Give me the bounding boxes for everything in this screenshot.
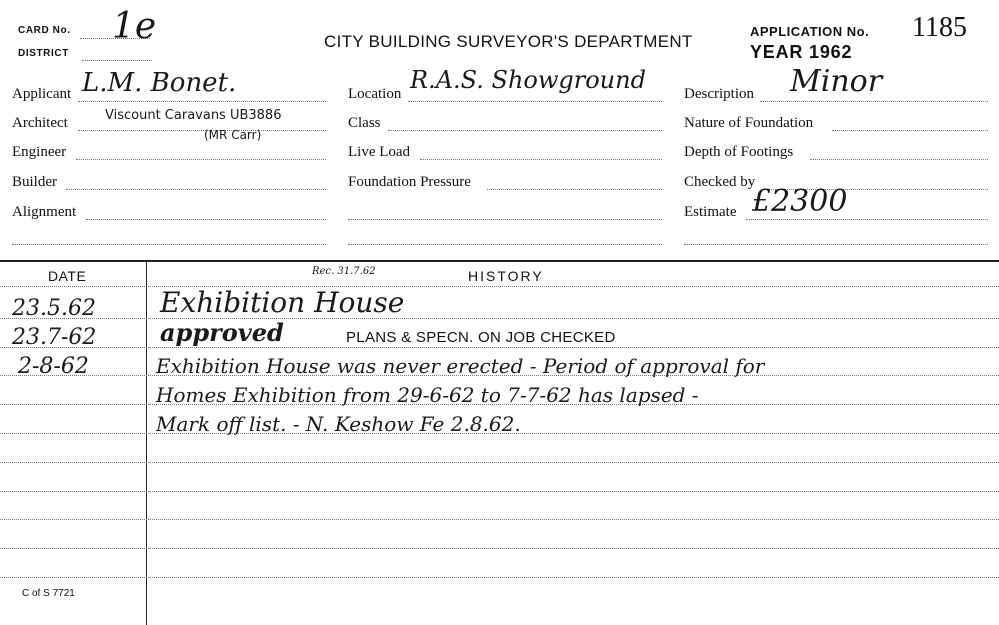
history-entry: approved	[160, 318, 284, 347]
history-rule	[0, 318, 999, 319]
foundation-pressure-label: Foundation Pressure	[348, 174, 471, 190]
applicant-label: Applicant	[12, 86, 72, 102]
district-line	[82, 60, 152, 61]
location-line	[408, 101, 662, 102]
history-date: 23.5.62	[12, 296, 96, 321]
middle-blank-line-2	[348, 244, 662, 245]
description-label: Description	[684, 86, 754, 102]
engineer-label: Engineer	[12, 144, 67, 160]
right-blank-line	[684, 244, 988, 245]
history-rule	[0, 347, 999, 348]
history-rule	[0, 491, 999, 492]
history-top-rule	[0, 260, 999, 262]
description-value: Minor	[790, 64, 883, 99]
depth-line	[810, 159, 988, 160]
estimate-value: £2300	[752, 184, 848, 219]
live-load-label: Live Load	[348, 144, 411, 160]
alignment-line	[86, 219, 326, 220]
middle-blank-line	[348, 219, 662, 220]
alignment-line-2	[12, 244, 326, 245]
history-header: HISTORY	[468, 268, 544, 284]
class-label: Class	[348, 115, 381, 131]
history-header-rule	[0, 286, 999, 287]
received-note: Rec. 31.7.62	[312, 266, 376, 277]
depth-of-footings-label: Depth of Footings	[684, 144, 794, 160]
department-title: CITY BUILDING SURVEYOR'S DEPARTMENT	[324, 32, 693, 51]
foundation-pressure-line	[487, 189, 662, 190]
estimate-line	[746, 219, 988, 220]
history-rule	[0, 548, 999, 549]
date-header: DATE	[48, 268, 87, 284]
form-number: C of S 7721	[22, 588, 75, 599]
history-rule	[0, 577, 999, 578]
date-column-divider	[146, 262, 147, 625]
card-no-label: CARD No.	[18, 25, 71, 36]
builder-line	[66, 189, 326, 190]
history-date: 2-8-62	[18, 354, 89, 379]
applicant-line	[78, 101, 326, 102]
location-value: R.A.S. Showground	[410, 66, 646, 94]
plans-checked-stamp: PLANS & SPECN. ON JOB CHECKED	[346, 329, 616, 346]
location-label: Location	[348, 86, 402, 102]
architect-label: Architect	[12, 115, 68, 131]
applicant-value: L.M. Bonet.	[82, 68, 237, 98]
application-no-value: 1185	[912, 12, 967, 43]
history-entry: Mark off list. - N. Keshow Fe 2.8.62.	[156, 412, 521, 436]
alignment-label: Alignment	[12, 204, 77, 220]
description-line	[760, 101, 988, 102]
district-label: DISTRICT	[18, 48, 69, 59]
history-entry: Exhibition House was never erected - Period of approval for	[156, 354, 765, 378]
architect-note: (MR Carr)	[204, 128, 262, 142]
architect-line	[78, 130, 326, 131]
history-rule	[0, 462, 999, 463]
estimate-label: Estimate	[684, 204, 737, 220]
nature-of-foundation-label: Nature of Foundation	[684, 115, 814, 131]
builder-label: Builder	[12, 174, 57, 190]
live-load-line	[420, 159, 662, 160]
engineer-line	[76, 159, 326, 160]
history-rule	[0, 519, 999, 520]
card-no-value: 1e	[112, 6, 157, 47]
history-date: 23.7-62	[12, 325, 97, 350]
nature-line	[832, 130, 988, 131]
architect-value: Viscount Caravans UB3886	[105, 108, 282, 123]
history-entry: Homes Exhibition from 29-6-62 to 7-7-62 has lapsed -	[156, 383, 699, 407]
year-label: YEAR 1962	[750, 42, 853, 62]
history-entry: Exhibition House	[160, 286, 405, 319]
checked-by-label: Checked by	[684, 174, 756, 190]
class-line	[388, 130, 662, 131]
application-no-label: APPLICATION No.	[750, 24, 870, 39]
